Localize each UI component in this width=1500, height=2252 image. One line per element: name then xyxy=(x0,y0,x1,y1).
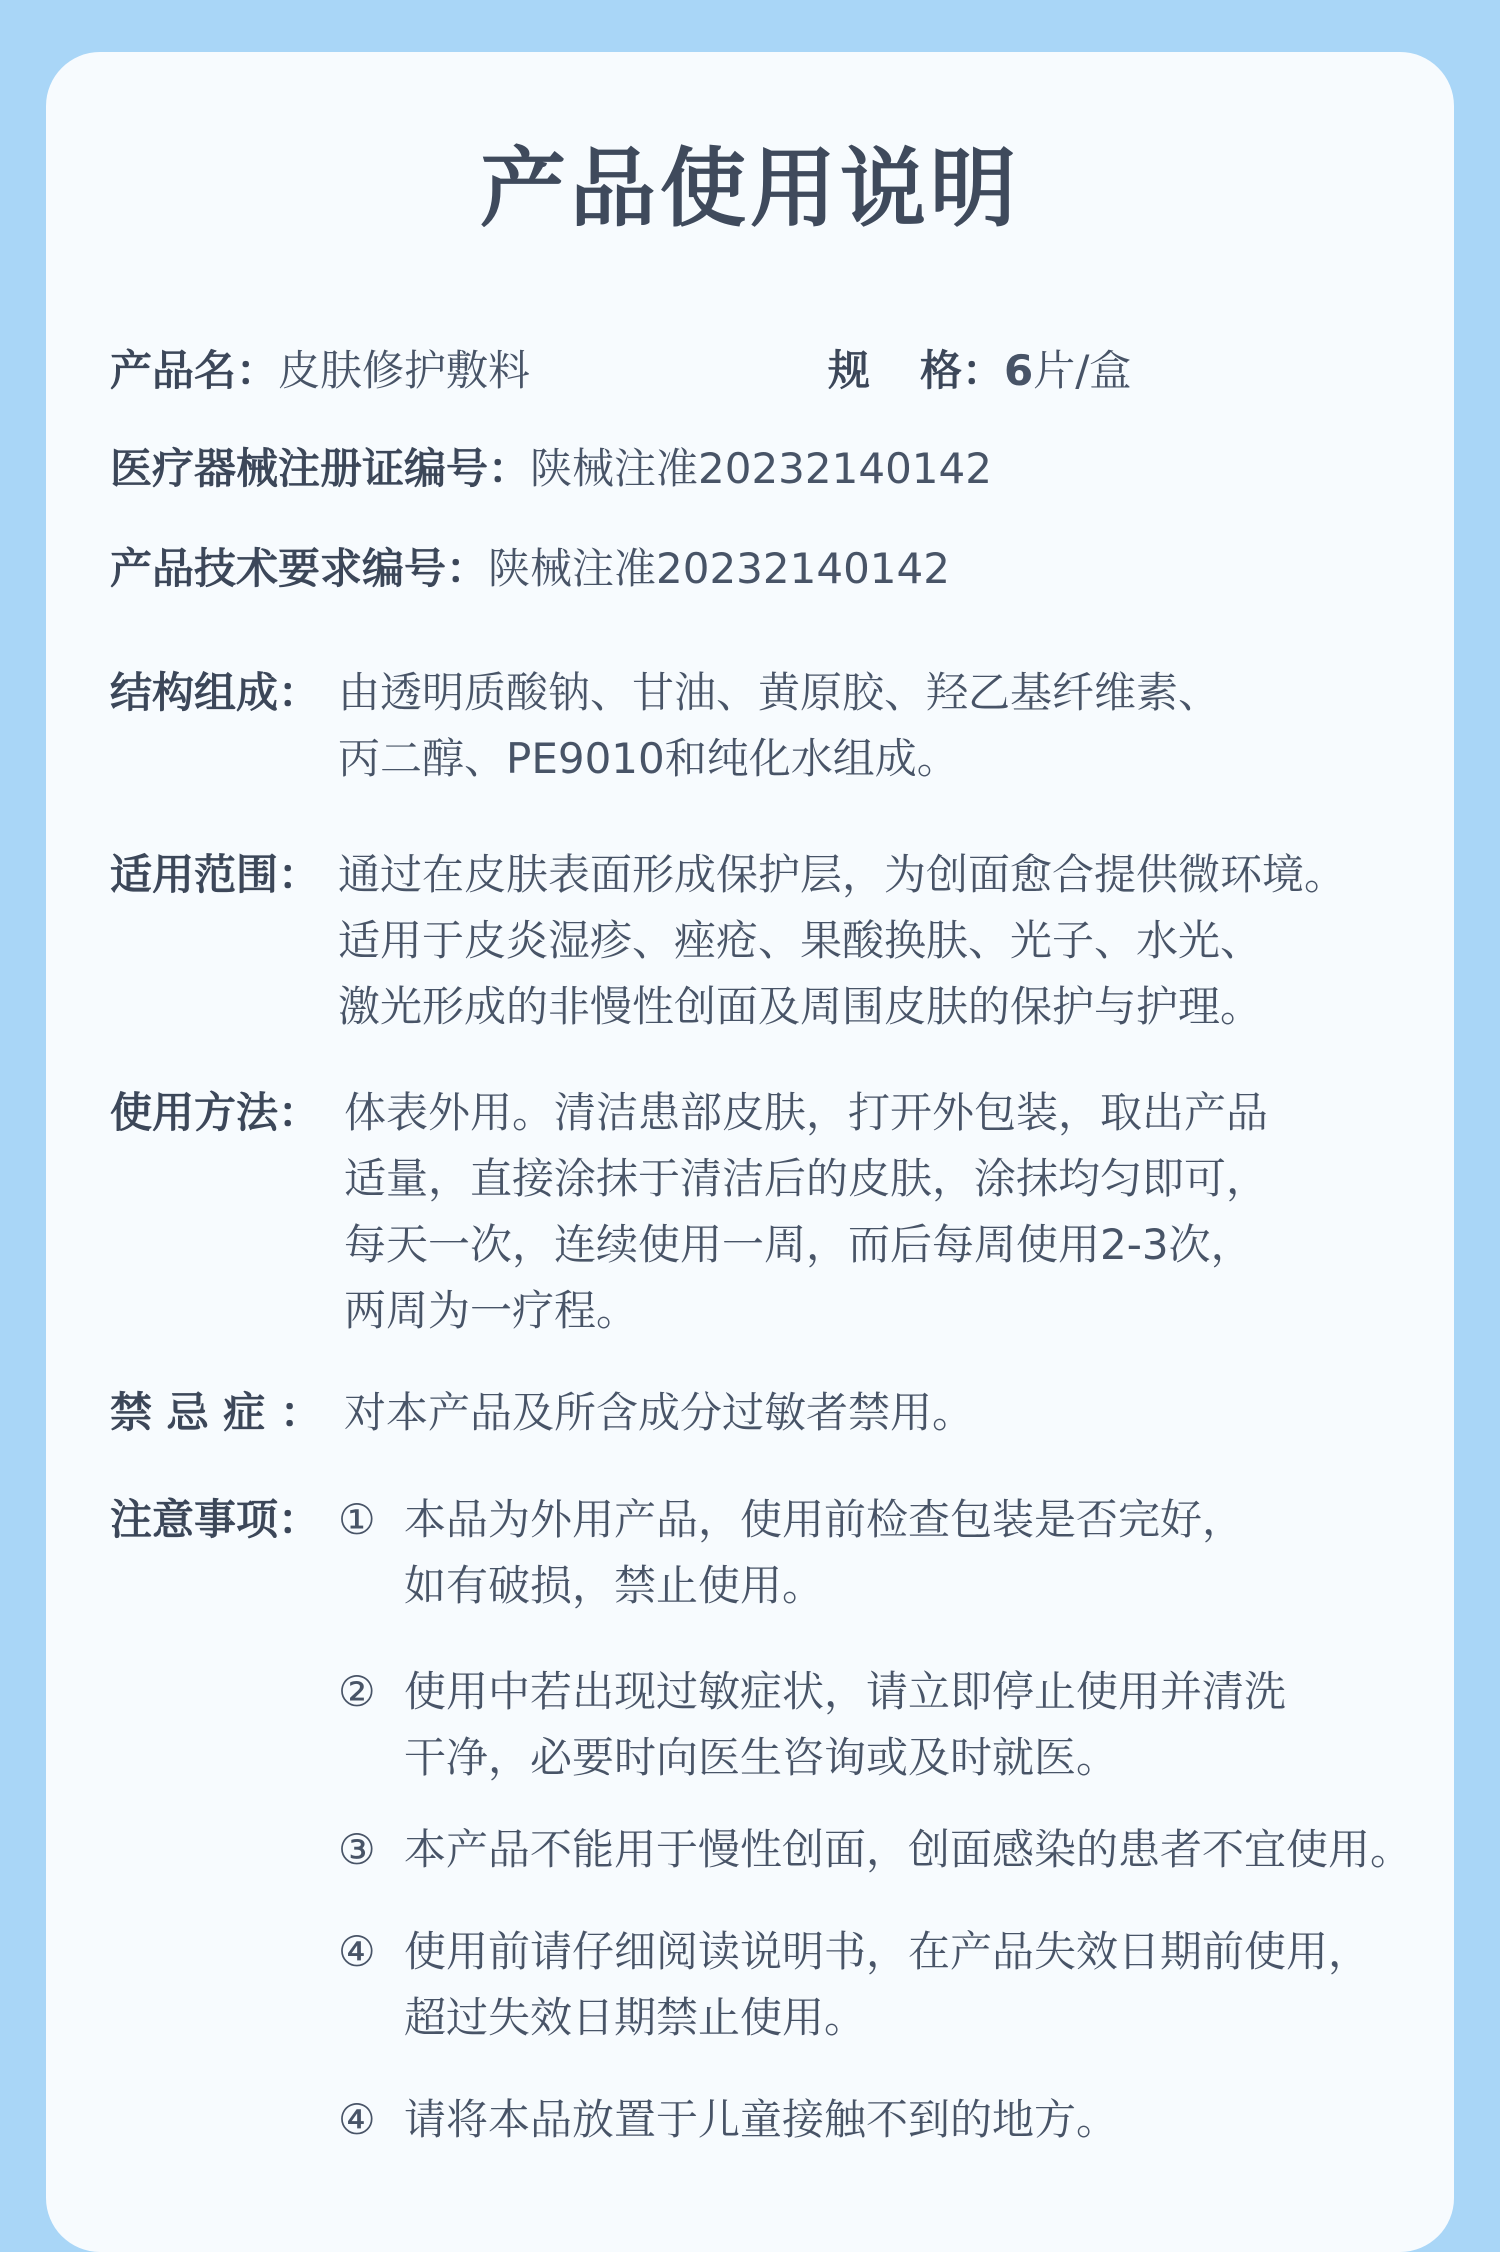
item-line: 使用中若出现过敏症状，请立即停止使用并清洗 xyxy=(404,1667,1287,1716)
item-line: 请将本品放置于儿童接触不到的地方。 xyxy=(404,2095,1119,2144)
tech-req-label: 产品技术要求编号： xyxy=(110,544,489,593)
product-name-row xyxy=(110,338,530,404)
contraindication-value: 对本产品及所含成分过敏者禁用。 xyxy=(344,1388,975,1437)
item-marker: ① xyxy=(338,1495,376,1544)
usage-line: 体表外用。清洁患部皮肤，打开外包装，取出产品 xyxy=(344,1088,1269,1137)
item-marker: ② xyxy=(338,1667,376,1716)
registration-label: 医疗器械注册证编号： xyxy=(110,444,531,493)
item-marker: ④ xyxy=(338,1927,376,1976)
item-line: 本产品不能用于慢性创面，创面感染的患者不宜使用。 xyxy=(404,1825,1413,1874)
item-marker: ③ xyxy=(338,1825,376,1874)
precautions-label: 注意事项： xyxy=(110,1495,321,1544)
composition-text xyxy=(338,660,1220,792)
registration-row xyxy=(110,436,992,502)
item-marker: ④ xyxy=(338,2095,376,2144)
composition-line: 丙二醇、PE9010和纯化水组成。 xyxy=(338,734,959,783)
contraindication-text xyxy=(344,1380,974,1446)
usage-line: 适量，直接涂抹于清洁后的皮肤，涂抹均匀即可， xyxy=(344,1154,1269,1203)
item-line: 干净，必要时向医生咨询或及时就医。 xyxy=(404,1733,1119,1782)
item-line: 如有破损，禁止使用。 xyxy=(404,1561,825,1610)
usage-label: 使用方法： xyxy=(110,1088,321,1137)
usage-line: 每天一次，连续使用一周，而后每周使用2-3次， xyxy=(344,1220,1253,1269)
item-line: 本品为外用产品，使用前检查包装是否完好， xyxy=(404,1495,1245,1544)
spec-row xyxy=(828,338,1131,404)
item-line: 超过失效日期禁止使用。 xyxy=(404,1993,867,2042)
scope-line: 通过在皮肤表面形成保护层，为创面愈合提供微环境。 xyxy=(338,850,1347,899)
item-line: 使用前请仔细阅读说明书，在产品失效日期前使用， xyxy=(404,1927,1371,1976)
page-title: 产品使用说明 xyxy=(480,139,1020,239)
tech-req-value: 陕械注准20232140142 xyxy=(488,544,950,593)
scope-text xyxy=(338,842,1346,1040)
product-name-value: 皮肤修护敷料 xyxy=(278,346,531,395)
spec-label-b: 格： xyxy=(920,346,1005,395)
scope-label: 适用范围： xyxy=(110,850,321,899)
composition-line: 由透明质酸钠、甘油、黄原胶、羟乙基纤维素、 xyxy=(338,668,1221,717)
product-name-label: 产品名： xyxy=(110,346,279,395)
spec-label-a: 规 xyxy=(828,346,871,395)
scope-line: 适用于皮炎湿疹、痤疮、果酸换肤、光子、水光、 xyxy=(338,916,1263,965)
contraindication-label: 禁 忌 症 ： xyxy=(110,1388,322,1437)
usage-line: 两周为一疗程。 xyxy=(344,1286,639,1335)
registration-value: 陕械注准20232140142 xyxy=(530,444,992,493)
spec-value-unit: 片/盒 xyxy=(1033,346,1132,395)
tech-req-row xyxy=(110,536,950,602)
composition-label: 结构组成： xyxy=(110,668,321,717)
usage-text xyxy=(344,1080,1268,1344)
scope-line: 激光形成的非慢性创面及周围皮肤的保护与护理。 xyxy=(338,982,1263,1031)
spec-value-num: 6 xyxy=(1004,346,1034,395)
